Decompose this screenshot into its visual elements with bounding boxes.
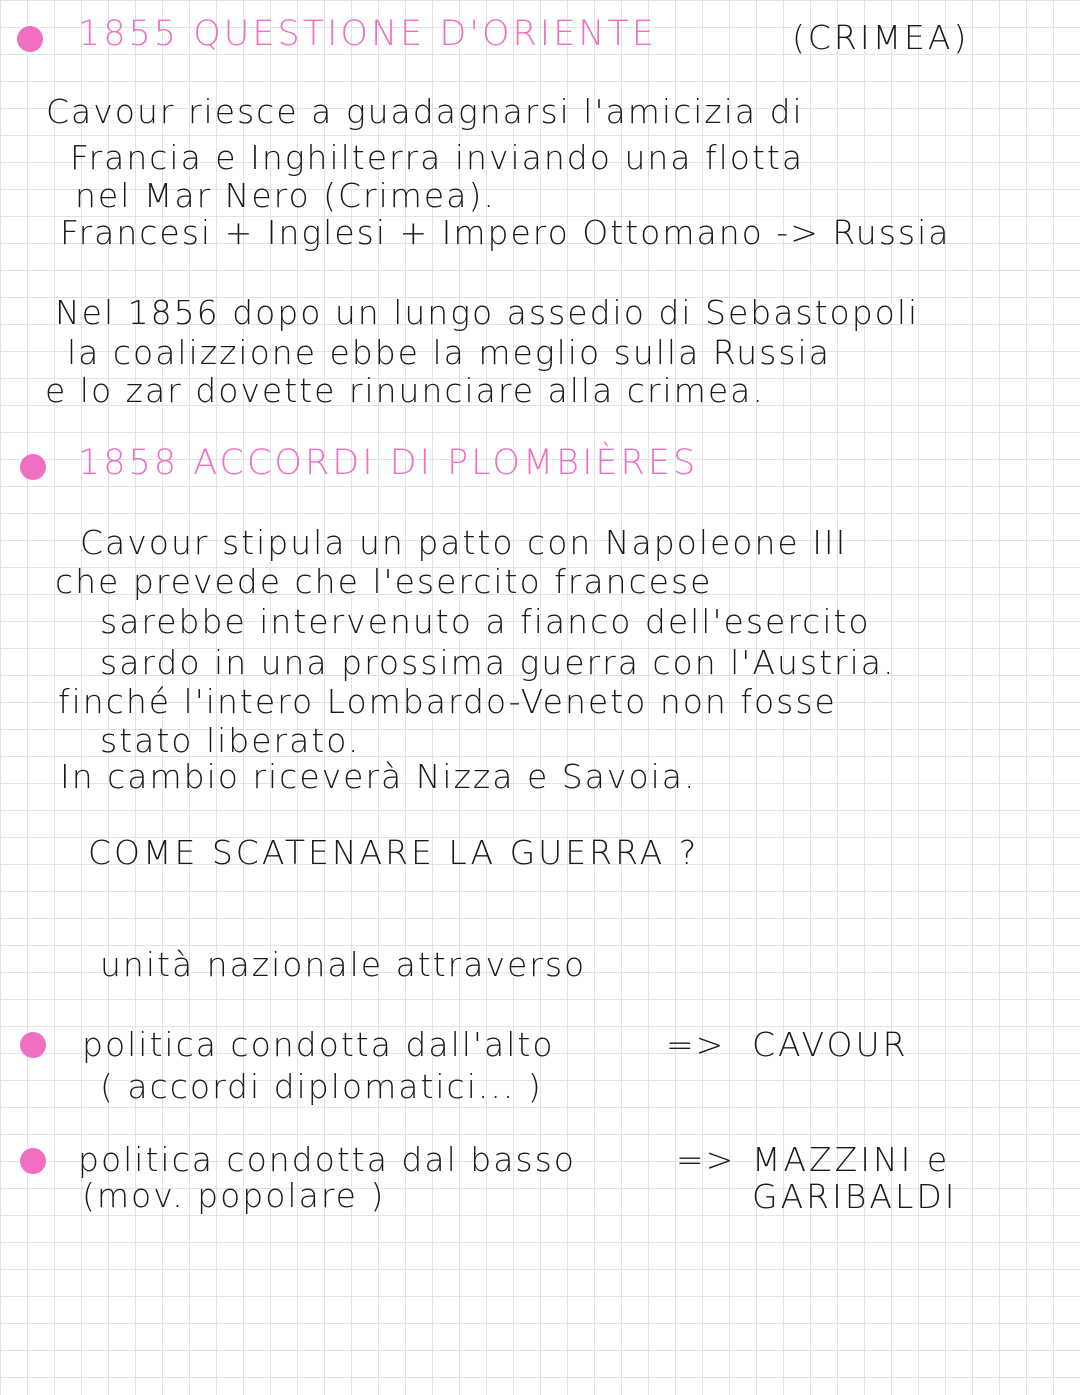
item-1-bullet	[20, 1032, 46, 1058]
section-1-bullet	[17, 26, 43, 52]
section-1-line-2: Francia e Inghilterra inviando una flotta	[70, 138, 805, 177]
question-heading: COME SCATENARE LA GUERRA ?	[88, 833, 700, 872]
section-1-line-5: Nel 1856 dopo un lungo assedio di Sebastopoli	[55, 293, 920, 332]
item-2-who: MAZZINI e	[752, 1140, 951, 1179]
item-2-note: (mov. popolare )	[82, 1176, 386, 1215]
item-2-bullet	[20, 1148, 46, 1174]
section-2-line-5: finché l'intero Lombardo-Veneto non fosse	[58, 682, 837, 721]
section-2-line-7: In cambio riceverà Nizza e Savoia.	[60, 757, 697, 796]
section-1-line-6: la coalizzione ebbe la meglio sulla Russia	[67, 333, 831, 372]
unity-line: unità nazionale attraverso	[100, 945, 587, 984]
item-1-note: ( accordi diplomatici... )	[100, 1067, 543, 1106]
section-2-line-4: sardo in una prossima guerra con l'Austria.	[100, 643, 896, 682]
section-2-line-3: sarebbe intervenuto a fianco dell'esercito	[100, 602, 871, 641]
item-1-arrow: =>	[666, 1025, 726, 1064]
section-2-bullet	[20, 454, 46, 480]
item-2-arrow: =>	[676, 1140, 736, 1179]
section-1-heading-note: (CRIMEA)	[792, 18, 970, 57]
item-2-text: politica condotta dal basso	[78, 1140, 576, 1179]
section-2-line-6: stato liberato.	[100, 721, 361, 760]
section-2-line-1: Cavour stipula un patto con Napoleone III	[80, 523, 848, 562]
section-2-line-2: che prevede che l'esercito francese	[55, 562, 713, 601]
section-1-line-7: e lo zar dovette rinunciare alla crimea.	[45, 371, 765, 410]
section-1-line-1: Cavour riesce a guadagnarsi l'amicizia di	[46, 92, 804, 131]
item-1-text: politica condotta dall'alto	[82, 1025, 555, 1064]
item-2-who-continued: GARIBALDI	[752, 1177, 958, 1216]
section-1-heading: 1855 QUESTIONE D'ORIENTE	[78, 14, 657, 54]
section-1-line-4: Francesi + Inglesi + Impero Ottomano -> Russia	[60, 213, 951, 252]
item-1-who: CAVOUR	[752, 1025, 909, 1064]
section-1-line-3: nel Mar Nero (Crimea).	[75, 176, 496, 215]
section-2-heading: 1858 ACCORDI DI PLOMBIÈRES	[78, 443, 699, 483]
